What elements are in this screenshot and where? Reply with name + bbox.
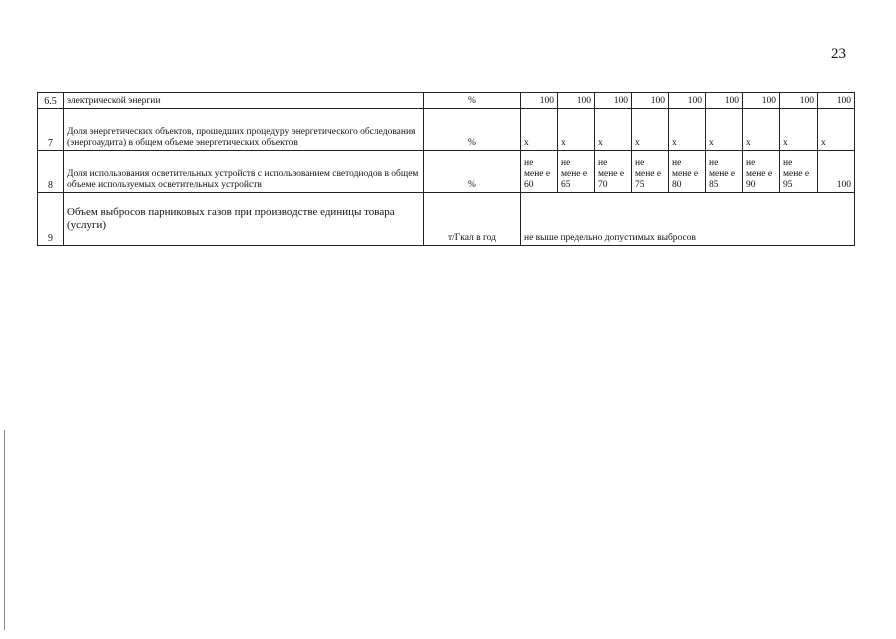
value-cell: 100 <box>818 151 855 193</box>
scan-artifact-line <box>4 430 5 630</box>
table-row <box>38 193 855 246</box>
table-row <box>38 93 855 109</box>
value-cell: x <box>521 109 558 151</box>
indicator-name: Объем выбросов парниковых газов при производстве единицы товара (услуги) <box>64 193 424 246</box>
value-cell: x <box>706 109 743 151</box>
value-cell: не мене е 75 <box>632 151 669 193</box>
value-cell: 100 <box>780 93 818 109</box>
value-cell: не мене е 60 <box>521 151 558 193</box>
value-cell: 100 <box>669 93 706 109</box>
value-cell: 100 <box>521 93 558 109</box>
value-cell: x <box>558 109 595 151</box>
indicators-table <box>37 92 855 246</box>
row-number: 6.5 <box>38 93 64 109</box>
value-cell: 100 <box>706 93 743 109</box>
value-cell: x <box>780 109 818 151</box>
value-cell: 100 <box>818 93 855 109</box>
value-cell: не мене е 95 <box>780 151 818 193</box>
row-number: 9 <box>38 193 64 246</box>
value-note: не выше предельно допустимых выбросов <box>521 193 855 246</box>
value-cell: 100 <box>595 93 632 109</box>
table-row <box>38 151 855 193</box>
page-number: 23 <box>831 46 846 62</box>
value-cell: 100 <box>558 93 595 109</box>
value-cell: x <box>818 109 855 151</box>
value-cell: не мене е 65 <box>558 151 595 193</box>
table-row <box>38 109 855 151</box>
value-cell: не мене е 85 <box>706 151 743 193</box>
row-number: 8 <box>38 151 64 193</box>
unit-cell: % <box>424 93 521 109</box>
indicator-name: Доля использования осветительных устройств с использованием светодиодов в общем объеме используемых осветительных устройств <box>64 151 424 193</box>
value-cell: не мене е 80 <box>669 151 706 193</box>
indicator-name: Доля энергетических объектов, прошедших процедуру энергетического обследования (энергоаудита) в общем объеме энергетических объектов <box>64 109 424 151</box>
row-number: 7 <box>38 109 64 151</box>
value-cell: x <box>669 109 706 151</box>
unit-cell: % <box>424 109 521 151</box>
unit-cell: % <box>424 151 521 193</box>
indicator-name: электрической энергии <box>64 93 424 109</box>
value-cell: x <box>595 109 632 151</box>
unit-cell: т/Гкал в год <box>424 193 521 246</box>
value-cell: 100 <box>743 93 780 109</box>
value-cell: не мене е 90 <box>743 151 780 193</box>
value-cell: x <box>743 109 780 151</box>
value-cell: не мене е 70 <box>595 151 632 193</box>
value-cell: 100 <box>632 93 669 109</box>
value-cell: x <box>632 109 669 151</box>
